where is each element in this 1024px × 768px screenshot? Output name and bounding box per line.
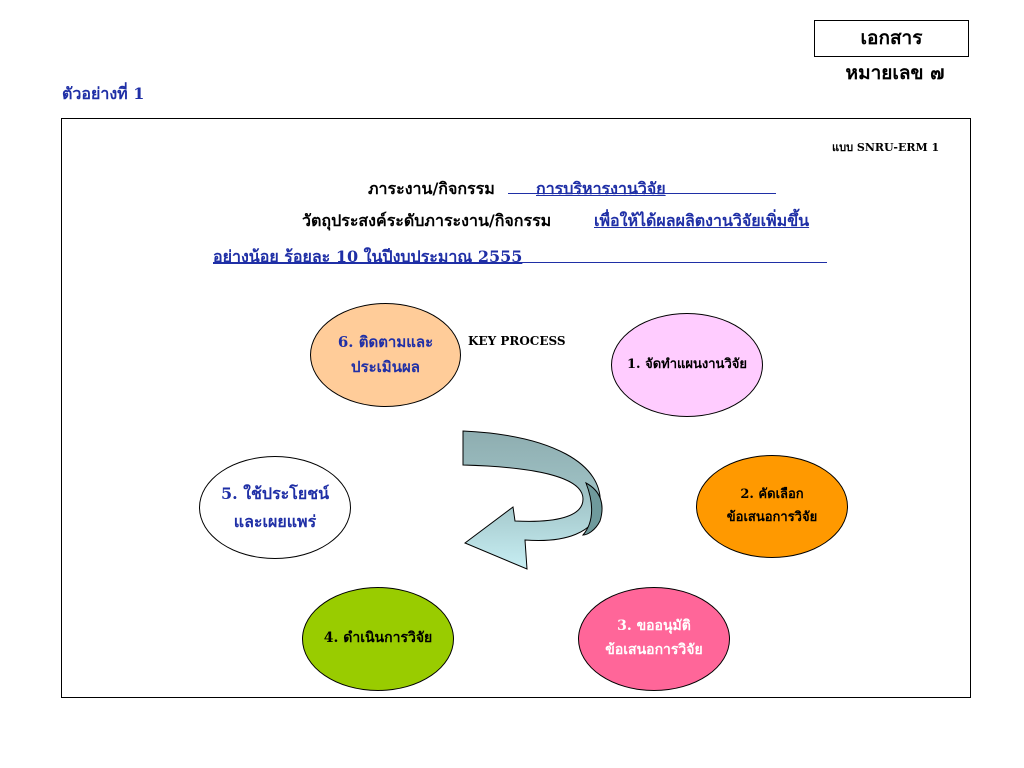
objective-value-1: เพื่อให้ได้ผลผลิตงานวิจัยเพิ่มขึ้น bbox=[594, 211, 810, 230]
form-frame bbox=[61, 118, 971, 698]
step-4-node bbox=[302, 587, 454, 691]
objective-value-2-wrap bbox=[213, 245, 522, 270]
form-code: แบบ SNRU-ERM 1 bbox=[832, 141, 940, 154]
task-value-wrap bbox=[536, 177, 666, 202]
step-5-node bbox=[199, 456, 351, 559]
step-3-node bbox=[578, 587, 730, 691]
objective-value-2: อย่างน้อย ร้อยละ 10 ในปีงบประมาณ 2555 bbox=[213, 247, 523, 266]
objective-label: วัตถุประสงค์ระดับภาระงาน/กิจกรรม bbox=[302, 211, 552, 230]
example-label: ตัวอย่างที่ 1 bbox=[62, 84, 145, 103]
document-number: หมายเลข ๗ bbox=[845, 62, 945, 84]
step-6-label: 6. ติดตามและ ประเมินผล bbox=[337, 332, 434, 376]
document-label: เอกสาร bbox=[814, 20, 969, 57]
step-5-label: 5. ใช้ประโยชน์ และเผยแพร่ bbox=[220, 484, 330, 531]
objective-underline bbox=[213, 262, 827, 263]
key-process-label: KEY PROCESS bbox=[468, 334, 566, 348]
step-6-node bbox=[310, 303, 461, 407]
objective-row bbox=[302, 209, 551, 234]
task-underline bbox=[508, 193, 776, 194]
step-1-node bbox=[611, 313, 763, 417]
step-3-label: 3. ขออนุมัติ ข้อเสนอการวิจัย bbox=[605, 618, 703, 658]
task-value: การบริหารงานวิจัย bbox=[536, 179, 666, 198]
cycle-arrow-icon bbox=[455, 425, 615, 585]
step-1-label: 1. จัดทำแผนงานวิจัย bbox=[627, 356, 747, 372]
objective-value-wrap bbox=[594, 209, 809, 234]
step-4-label: 4. ดำเนินการวิจัย bbox=[323, 630, 433, 647]
task-row bbox=[368, 177, 495, 202]
step-2-node bbox=[696, 455, 848, 558]
step-2-label: 2. คัดเลือก ข้อเสนอการวิจัย bbox=[726, 487, 818, 525]
task-label: ภาระงาน/กิจกรรม bbox=[368, 179, 495, 198]
